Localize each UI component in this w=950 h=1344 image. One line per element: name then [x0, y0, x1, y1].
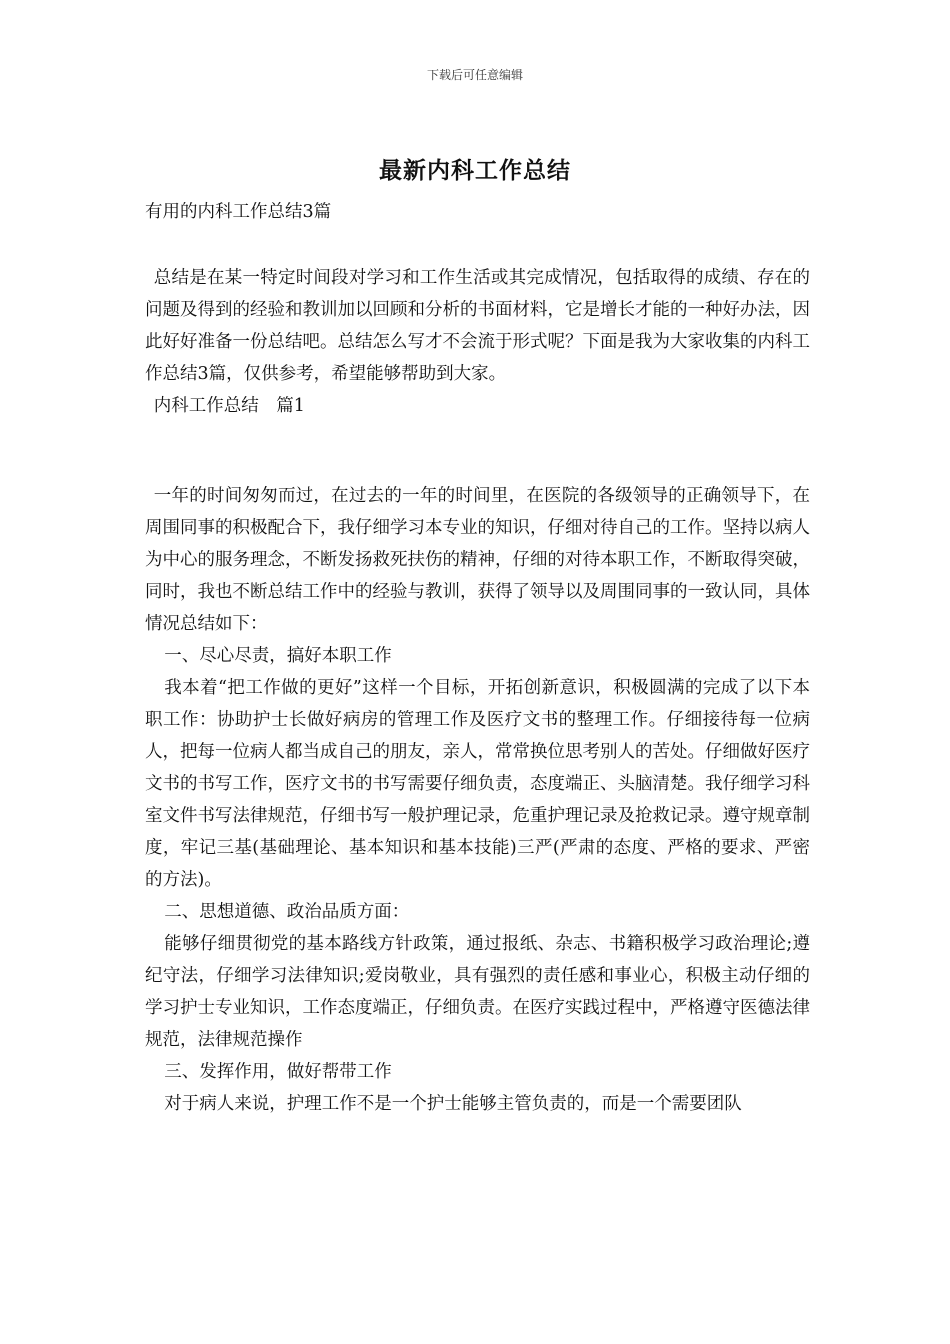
article-body [145, 480, 810, 1120]
document-subtitle [145, 196, 810, 228]
subtitle-text: 有用的内科工作总结3篇 [145, 202, 332, 222]
body-paragraph: 对于病人来说，护理工作不是一个护士能够主管负责的，而是一个需要团队 [164, 1094, 742, 1114]
intro-paragraph: 总结是在某一特定时间段对学习和工作生活或其完成情况，包括取得的成绩、存在的问题及得到的经验和教训加以回顾和分析的书面材料，它是增长才能的一种好办法，因此好好准备一份总结吧。总结怎么写才不会流于形式呢？下面是我为大家收集的内科工作总结3篇，仅供参考，希望能够帮助到大家。 [145, 268, 810, 384]
body-paragraph: 我本着“把工作做的更好”这样一个目标，开拓创新意识，积极圆满的完成了以下本职工作：协助护士长做好病房的管理工作及医疗文书的整理工作。仔细接待每一位病人，把每一位病人都当成自己的朋友，亲人，常常换位思考别人的苦处。仔细做好医疗文书的书写工作，医疗文书的书写需要仔细负责，态度端正、头脑清楚。我仔细学习科室文件书写法律规范，仔细书写一般护理记录，危重护理记录及抢救记录。遵守规章制度，牢记三基(基础理论、基本知识和基本技能)三严(严肃的态度、严格的要求、严密的方法)。 [145, 678, 810, 890]
article-heading: 内科工作总结 篇1 [153, 396, 305, 416]
header-note: 下载后可任意编辑 [426, 68, 523, 82]
body-paragraph: 能够仔细贯彻党的基本路线方针政策，通过报纸、杂志、书籍积极学习政治理论;遵纪守法，仔细学习法律知识;爱岗敬业，具有强烈的责任感和事业心，积极主动仔细的学习护士专业知识，工作态度端正，仔细负责。在医疗实践过程中，严格遵守医德法律规范，法律规范操作 [145, 934, 810, 1050]
section-heading: 一、尽心尽责，搞好本职工作 [164, 646, 392, 666]
body-paragraph: 一年的时间匆匆而过，在过去的一年的时间里，在医院的各级领导的正确领导下，在周围同事的积极配合下，我仔细学习本专业的知识，仔细对待自己的工作。坚持以病人为中心的服务理念，不断发扬救死扶伤的精神，仔细的对待本职工作，不断取得突破，同时，我也不断总结工作中的经验与教训，获得了领导以及周围同事的一致认同，具体情况总结如下： [145, 486, 810, 634]
document-title: 最新内科工作总结 [379, 157, 571, 184]
section-heading: 二、思想道德、政治品质方面： [164, 902, 410, 922]
intro-section [145, 262, 810, 422]
section-heading: 三、发挥作用，做好帮带工作 [164, 1062, 392, 1082]
